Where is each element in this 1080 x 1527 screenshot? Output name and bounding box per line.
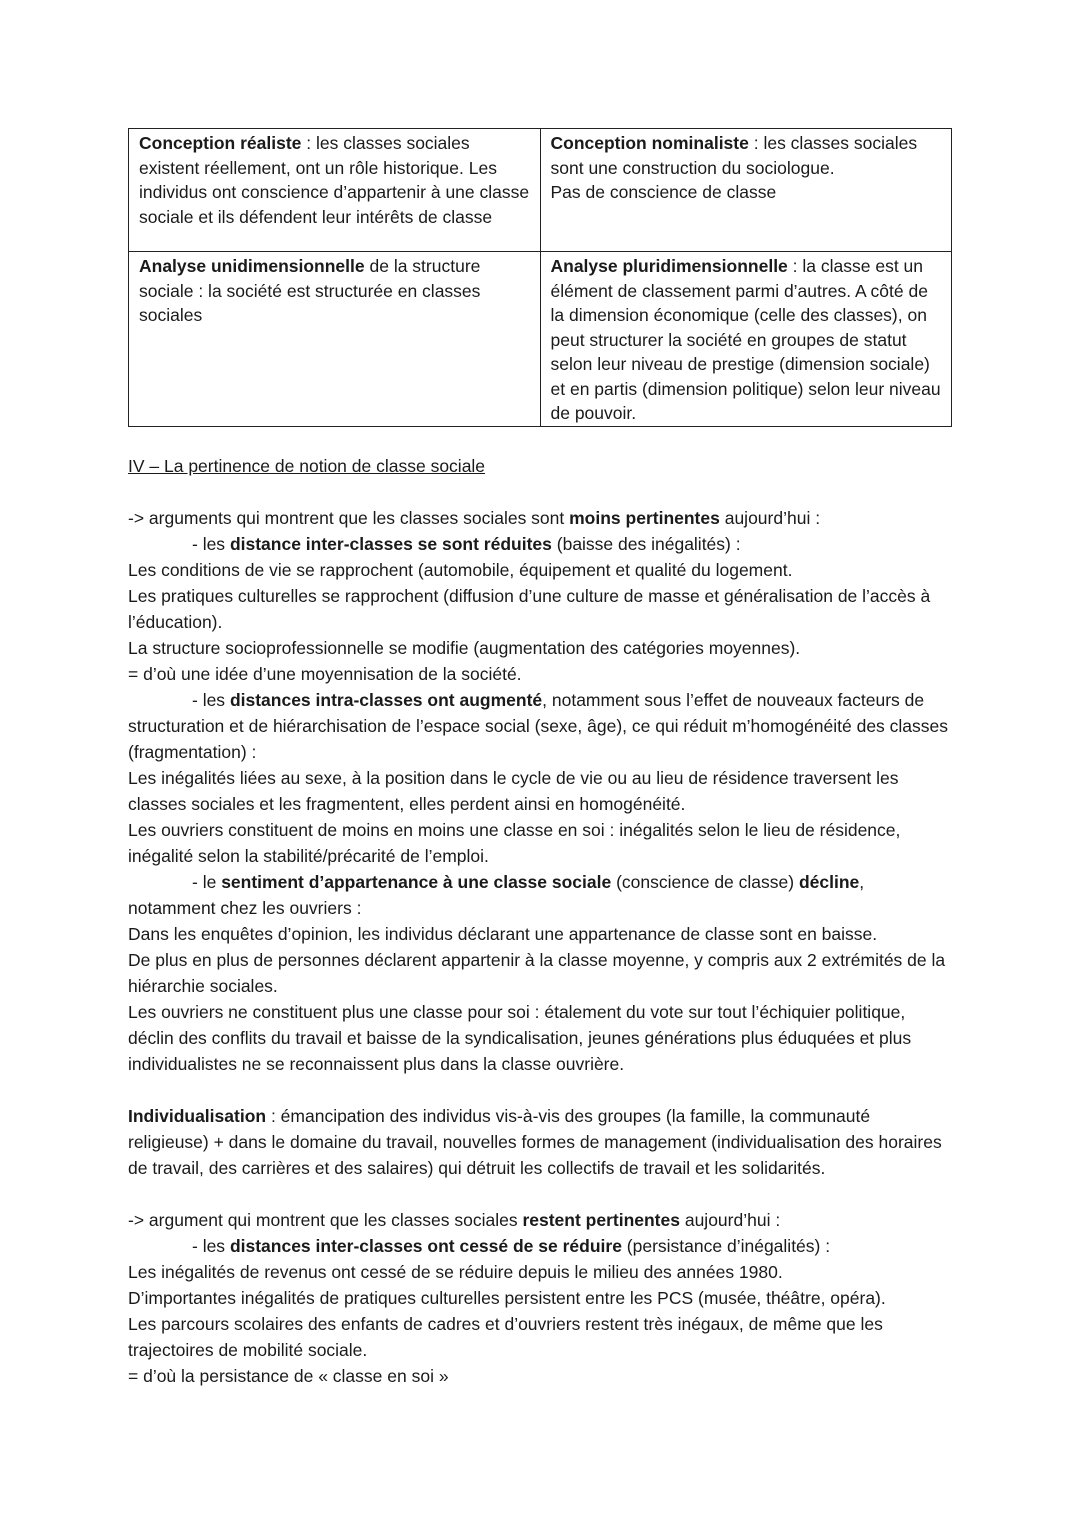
- section-heading: IV – La pertinence de notion de classe sociale: [128, 455, 486, 476]
- paragraph-line: = d’où une idée d’une moyennisation de la société.: [128, 663, 522, 684]
- still-relevant-section: [128, 1207, 952, 1389]
- paragraph-line: Les ouvriers ne constituent plus une classe pour soi : étalement du vote sur tout l’échiquier politique, déclin des conflits du travail et baisse de la syndicalisation, jeunes générations plus éduquées et plus individualistes ne se reconnaissent plus dans la classe ouvrière.: [128, 1001, 912, 1074]
- bullet-class-belonging: - le sentiment d’appartenance à une classe sociale (conscience de classe) décline, notamment chez les ouvriers :: [128, 871, 865, 918]
- bullet-intra-class: - les distances intra-classes ont augmenté, notamment sous l’effet de nouveaux facteurs de structuration et de hiérarchisation de l’espace social (sexe, âge), ce qui réduit m’homogénéité des classes (fragmentation) :: [128, 689, 949, 762]
- paragraph-line: Les ouvriers constituent de moins en moins une classe en soi : inégalités selon le lieu de résidence, inégalité selon la stabilité/précarité de l’emploi.: [128, 819, 901, 866]
- paragraph-line: Les inégalités liées au sexe, à la position dans le cycle de vie ou au lieu de résidence traversent les classes sociales et les fragmentent, elles perdent ainsi en homogénéité.: [128, 767, 899, 814]
- bullet-inter-class: - les distance inter-classes se sont réduites (baisse des inégalités) :: [192, 533, 741, 554]
- paragraph-line: Dans les enquêtes d’opinion, les individus déclarant une appartenance de classe sont en baisse.: [128, 923, 878, 944]
- still-relevant-intro: -> argument qui montrent que les classes sociales restent pertinentes aujourd’hui :: [128, 1209, 781, 1230]
- paragraph-line: De plus en plus de personnes déclarent appartenir à la classe moyenne, y compris aux 2 extrémités de la hiérarchie sociales.: [128, 949, 946, 996]
- table-row: [129, 252, 952, 427]
- table-row: [129, 129, 952, 252]
- paragraph-line: La structure socioprofessionnelle se modifie (augmentation des catégories moyennes).: [128, 637, 801, 658]
- paragraph-line: D’importantes inégalités de pratiques culturelles persistent entre les PCS (musée, théâtre, opéra).: [128, 1287, 886, 1308]
- bullet-persisting-inequalities: - les distances inter-classes ont cessé de se réduire (persistance d’inégalités) :: [192, 1235, 831, 1256]
- comparison-table: [128, 128, 952, 427]
- multidimensional-analysis-cell: Analyse pluridimensionnelle : la classe est un élément de classement parmi d’autres. A côté de la dimension économique (celle des classes), on peut structurer la société en groupes de statut selon leur niveau de prestige (dimension sociale) et en partis (dimension politique) selon leur niveau de pouvoir.: [540, 252, 952, 427]
- paragraph-line: Les pratiques culturelles se rapprochent (diffusion d’une culture de masse et généralisation de l’accès à l’éducation).: [128, 585, 931, 632]
- paragraph-line: = d’où la persistance de « classe en soi »: [128, 1365, 449, 1386]
- unidimensional-analysis-cell: Analyse unidimensionnelle de la structure sociale : la société est structurée en classes sociales: [129, 252, 541, 427]
- paragraph-line: Les parcours scolaires des enfants de cadres et d’ouvriers restent très inégaux, de même que les trajectoires de mobilité sociale.: [128, 1313, 883, 1360]
- paragraph-line: Les inégalités de revenus ont cessé de se réduire depuis le milieu des années 1980.: [128, 1261, 783, 1282]
- paragraph-line: Les conditions de vie se rapprochent (automobile, équipement et qualité du logement.: [128, 559, 793, 580]
- less-relevant-section: [128, 505, 952, 1077]
- less-relevant-intro: -> arguments qui montrent que les classes sociales sont moins pertinentes aujourd’hui :: [128, 507, 821, 528]
- nominalist-conception-cell: Conception nominaliste : les classes sociales sont une construction du sociologue. Pas de conscience de classe: [540, 129, 952, 252]
- document-page: [128, 128, 952, 1389]
- realist-conception-cell: Conception réaliste : les classes sociales existent réellement, ont un rôle historique. Les individus ont conscience d’appartenir à une classe sociale et ils défendent leur intérêts de classe: [129, 129, 541, 252]
- individualisation-definition: Individualisation : émancipation des individus vis-à-vis des groupes (la famille, la communauté religieuse) + dans le domaine du travail, nouvelles formes de management (individualisation des horaires de travail, des carrières et des salaires) qui détruit les collectifs de travail et les solidarités.: [128, 1105, 942, 1178]
